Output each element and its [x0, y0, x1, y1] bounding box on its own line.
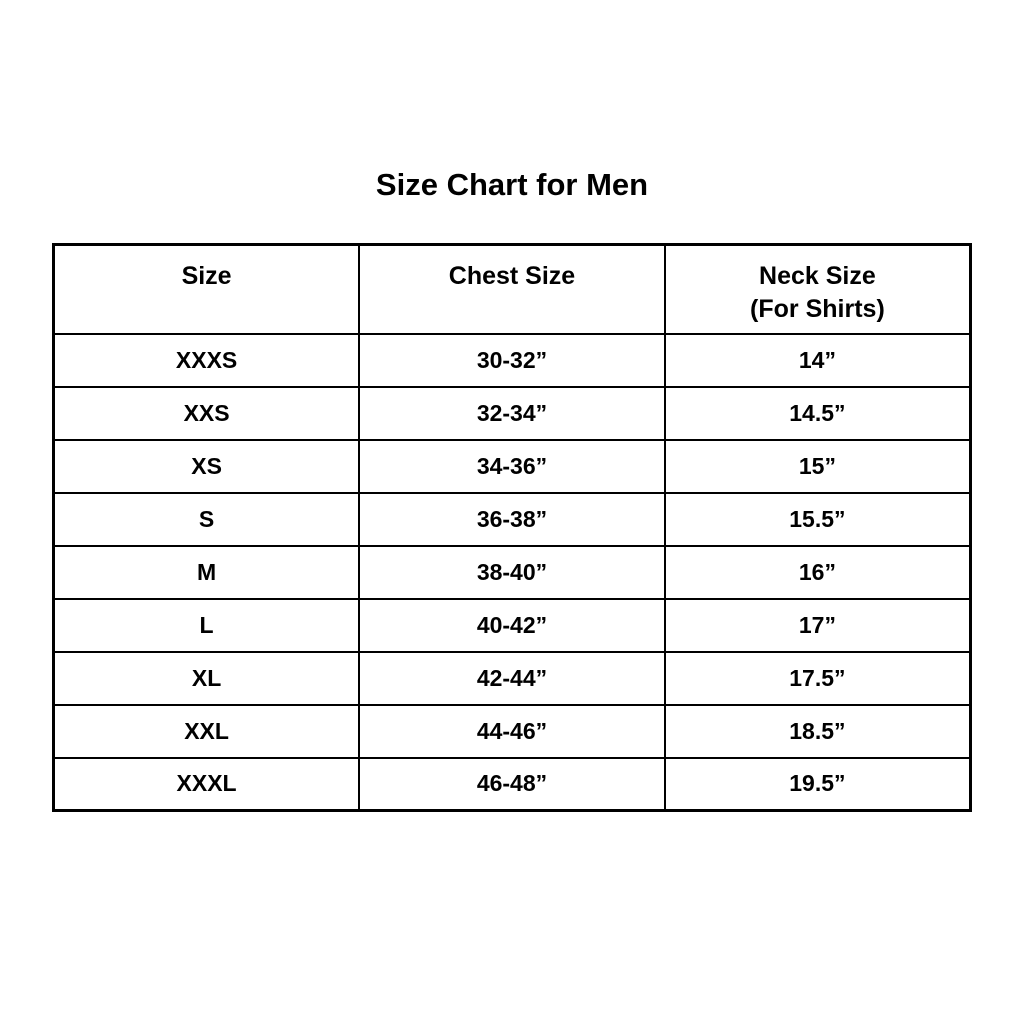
cell-size: XXS — [54, 387, 360, 440]
cell-size: L — [54, 599, 360, 652]
cell-size: XXXL — [54, 758, 360, 811]
header-neck-size — [665, 245, 971, 334]
header-label: Neck Size — [759, 262, 876, 290]
cell-chest: 34-36” — [359, 440, 665, 493]
cell-neck: 17” — [665, 599, 971, 652]
cell-size: M — [54, 546, 360, 599]
table-row — [54, 758, 971, 811]
cell-neck: 17.5” — [665, 652, 971, 705]
header-label: Chest Size — [448, 262, 576, 290]
table-row — [54, 387, 971, 440]
header-label: Size — [181, 262, 232, 290]
cell-neck: 14” — [665, 334, 971, 387]
table-row — [54, 334, 971, 387]
header-size — [54, 245, 360, 334]
header-sublabel: (For Shirts) — [750, 295, 885, 323]
cell-chest: 30-32” — [359, 334, 665, 387]
cell-chest: 38-40” — [359, 546, 665, 599]
cell-size: S — [54, 493, 360, 546]
cell-size: XXL — [54, 705, 360, 758]
cell-neck: 18.5” — [665, 705, 971, 758]
cell-chest: 46-48” — [359, 758, 665, 811]
cell-chest: 32-34” — [359, 387, 665, 440]
cell-chest: 44-46” — [359, 705, 665, 758]
header-row — [54, 245, 971, 334]
table-row — [54, 546, 971, 599]
cell-neck: 15” — [665, 440, 971, 493]
cell-neck: 15.5” — [665, 493, 971, 546]
table-row — [54, 599, 971, 652]
size-chart-table — [52, 243, 972, 812]
page-title: Size Chart for Men — [375, 167, 649, 202]
header-chest-size — [359, 245, 665, 334]
table-row — [54, 493, 971, 546]
cell-size: XXXS — [54, 334, 360, 387]
cell-chest: 40-42” — [359, 599, 665, 652]
cell-chest: 42-44” — [359, 652, 665, 705]
cell-chest: 36-38” — [359, 493, 665, 546]
cell-neck: 14.5” — [665, 387, 971, 440]
table-row — [54, 652, 971, 705]
cell-neck: 16” — [665, 546, 971, 599]
table-row — [54, 440, 971, 493]
cell-size: XL — [54, 652, 360, 705]
cell-size: XS — [54, 440, 360, 493]
table-row — [54, 705, 971, 758]
table-body — [54, 334, 971, 811]
cell-neck: 19.5” — [665, 758, 971, 811]
